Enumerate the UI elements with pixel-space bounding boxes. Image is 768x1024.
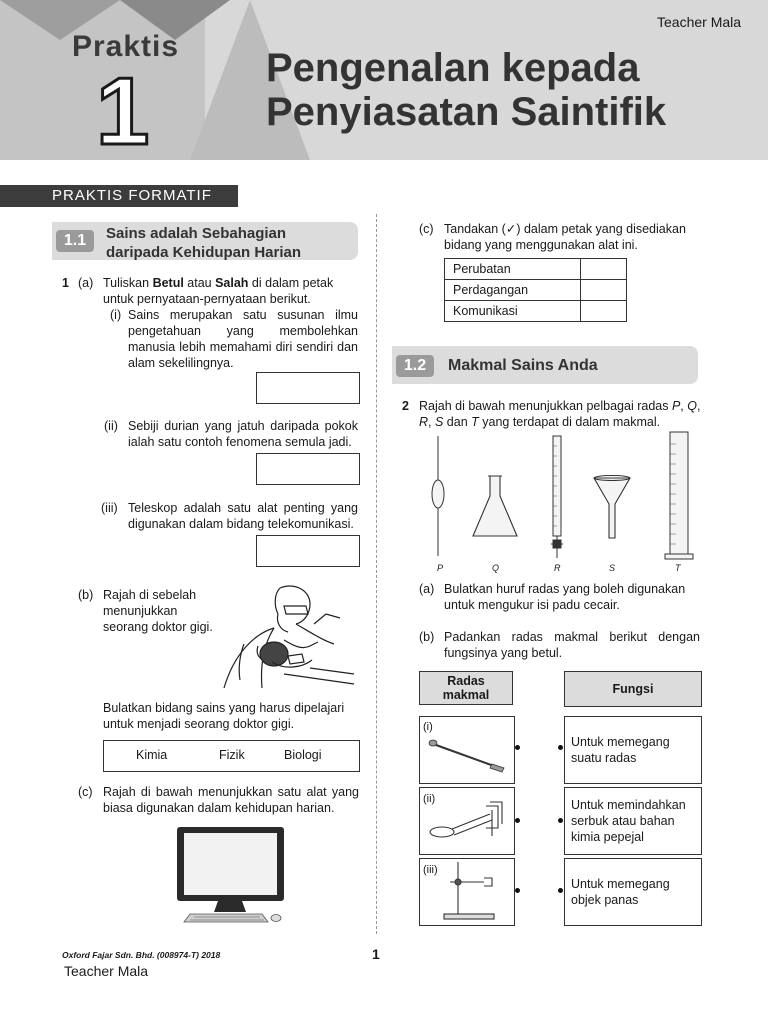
match-dot[interactable] — [515, 745, 520, 750]
table-row — [445, 280, 627, 301]
chapter-title-line1: Pengenalan kepada — [266, 46, 640, 90]
praktis-label: Praktis — [72, 30, 180, 63]
column-head-radas — [419, 671, 513, 705]
question-1c-text: Rajah di bawah menunjukkan satu alat yang biasa digunakan dalam kehidupan harian. — [103, 785, 359, 815]
table-row — [445, 259, 627, 280]
match-dot[interactable] — [558, 818, 563, 823]
option-fizik[interactable]: Fizik — [219, 748, 245, 762]
text-fragment: Rajah di bawah menunjukkan pelbagai radas — [419, 399, 672, 413]
option-kimia[interactable]: Kimia — [136, 748, 168, 762]
section-number: 1.2 — [396, 355, 434, 377]
column-head-fungsi: Fungsi — [564, 671, 702, 707]
statement-ii: Sebiji durian yang jatuh daripada pokok ialah satu contoh fenomena semula jadi. — [128, 419, 358, 449]
text-fragment: atau — [183, 276, 216, 290]
column-head-line: Radas — [447, 674, 485, 688]
part-label: (c) — [419, 222, 434, 236]
answer-box-iii[interactable] — [256, 535, 360, 567]
answer-box-ii[interactable] — [256, 453, 360, 485]
text-fragment: yang terdapat di dalam makmal. — [478, 415, 661, 429]
function-text: Untuk memegang suatu radas — [571, 735, 670, 765]
label-t: T — [675, 563, 681, 573]
praktis-number: 1 — [96, 58, 150, 165]
apparatus-t-measuring-cylinder — [664, 430, 694, 562]
var-q: Q — [687, 399, 697, 413]
question-1a-text — [103, 275, 359, 307]
question-2a-text: Bulatkan huruf radas yang boleh digunakan untuk mengukur isi padu cecair. — [444, 582, 686, 612]
text-fragment: Tandakan ( — [444, 222, 506, 236]
subpart-label: (iii) — [101, 501, 118, 515]
part-label: (c) — [78, 785, 93, 799]
table-cell-label: Perdagangan — [445, 280, 581, 301]
page-number: 1 — [372, 946, 380, 962]
var-s: S — [434, 415, 444, 429]
text-fragment: di dalam petak — [248, 276, 334, 290]
keyword-betul: Betul — [152, 276, 184, 290]
label-s: S — [609, 563, 616, 573]
part-label: (a) — [419, 582, 435, 596]
column-divider — [376, 214, 377, 934]
row-label-ii: (ii) — [423, 793, 436, 805]
section-title-line2: daripada Kehidupan Harian — [106, 244, 302, 261]
retort-stand-icon — [440, 860, 506, 922]
chapter-title-line2: Penyiasatan Saintifik — [266, 90, 667, 134]
label-q: Q — [492, 563, 500, 573]
row-label-iii: (iii) — [423, 864, 438, 876]
apparatus-r-burette — [548, 434, 566, 562]
text-fragment: ) dalam petak yang disediakan bidang yang menggunakan alat ini. — [444, 222, 686, 252]
teacher-name-top: Teacher Mala — [657, 14, 742, 30]
teacher-name-bottom: Teacher Mala — [64, 963, 149, 979]
tick-box[interactable] — [581, 259, 627, 280]
label-p: P — [437, 563, 444, 573]
text-fragment: untuk pernyataan-pernyataan berikut. — [103, 292, 311, 306]
row-label-i: (i) — [423, 721, 433, 733]
match-dot[interactable] — [558, 745, 563, 750]
test-tube-holder-icon — [426, 800, 510, 844]
var-t: T — [471, 415, 479, 429]
column-head-line: makmal — [442, 688, 490, 702]
apparatus-s-funnel — [592, 474, 632, 540]
keyword-salah: Salah — [215, 276, 249, 290]
dentist-illustration — [214, 584, 360, 690]
tick-icon: ✓ — [505, 222, 517, 236]
match-dot[interactable] — [515, 888, 520, 893]
table-row — [445, 301, 627, 322]
praktis-formatif-band: PRAKTIS FORMATIF — [0, 185, 238, 207]
part-label: (b) — [78, 588, 94, 602]
apparatus-p-pipette — [428, 436, 448, 560]
option-biologi[interactable]: Biologi — [284, 748, 322, 762]
computer-monitor-illustration — [176, 826, 286, 924]
part-label: (a) — [78, 276, 94, 290]
table-cell-label: Perubatan — [445, 259, 581, 280]
publisher-credit: Oxford Fajar Sdn. Bhd. (008974-T) 2018 — [62, 950, 221, 960]
var-r: R — [419, 415, 429, 429]
tick-box[interactable] — [581, 280, 627, 301]
section-title — [106, 224, 301, 262]
section-title: Makmal Sains Anda — [448, 357, 598, 374]
question-1b-instruction: Bulatkan bidang sains yang harus dipelajari untuk menjadi seorang doktor gigi. — [103, 701, 345, 731]
question-2-text: Rajah di bawah menunjukkan pelbagai radas P, Q, R, S dan T yang terdapat di dalam makmal. — [419, 399, 701, 429]
question-number: 1 — [62, 276, 69, 290]
part-label: (b) — [419, 630, 435, 644]
tick-box[interactable] — [581, 301, 627, 322]
label-r: R — [554, 563, 561, 573]
question-1b-text: Rajah di sebelah menunjukkan seorang doktor gigi. — [103, 588, 213, 634]
function-text: Untuk memindahkan serbuk atau bahan kimia pepejal — [571, 798, 686, 844]
subpart-label: (ii) — [104, 419, 118, 433]
field-tick-table — [444, 258, 627, 322]
subpart-label: (i) — [110, 308, 122, 322]
section-number: 1.1 — [56, 230, 94, 252]
question-number: 2 — [402, 399, 409, 413]
statement-iii: Teleskop adalah satu alat penting yang digunakan dalam bidang telekomunikasi. — [128, 501, 358, 531]
match-dot[interactable] — [515, 818, 520, 823]
table-cell-label: Komunikasi — [445, 301, 581, 322]
apparatus-q-conical-flask — [470, 474, 520, 540]
question-2b-text: Padankan radas makmal berikut dengan fungsinya yang betul. — [444, 630, 700, 660]
chapter-title — [266, 46, 666, 134]
question-1c-instruction — [444, 221, 700, 253]
statement-i: Sains merupakan satu susunan ilmu pengetahuan yang membolehkan manusia lebih memahami diri sendiri dan alam sekelilingnya. — [128, 308, 358, 370]
match-dot[interactable] — [558, 888, 563, 893]
function-text: Untuk memegang objek panas — [571, 877, 670, 907]
spatula-icon — [428, 738, 508, 774]
text-fragment: Tuliskan — [103, 276, 153, 290]
answer-box-i[interactable] — [256, 372, 360, 404]
var-p: P — [671, 399, 681, 413]
section-title-line1: Sains adalah Sebahagian — [106, 225, 287, 242]
